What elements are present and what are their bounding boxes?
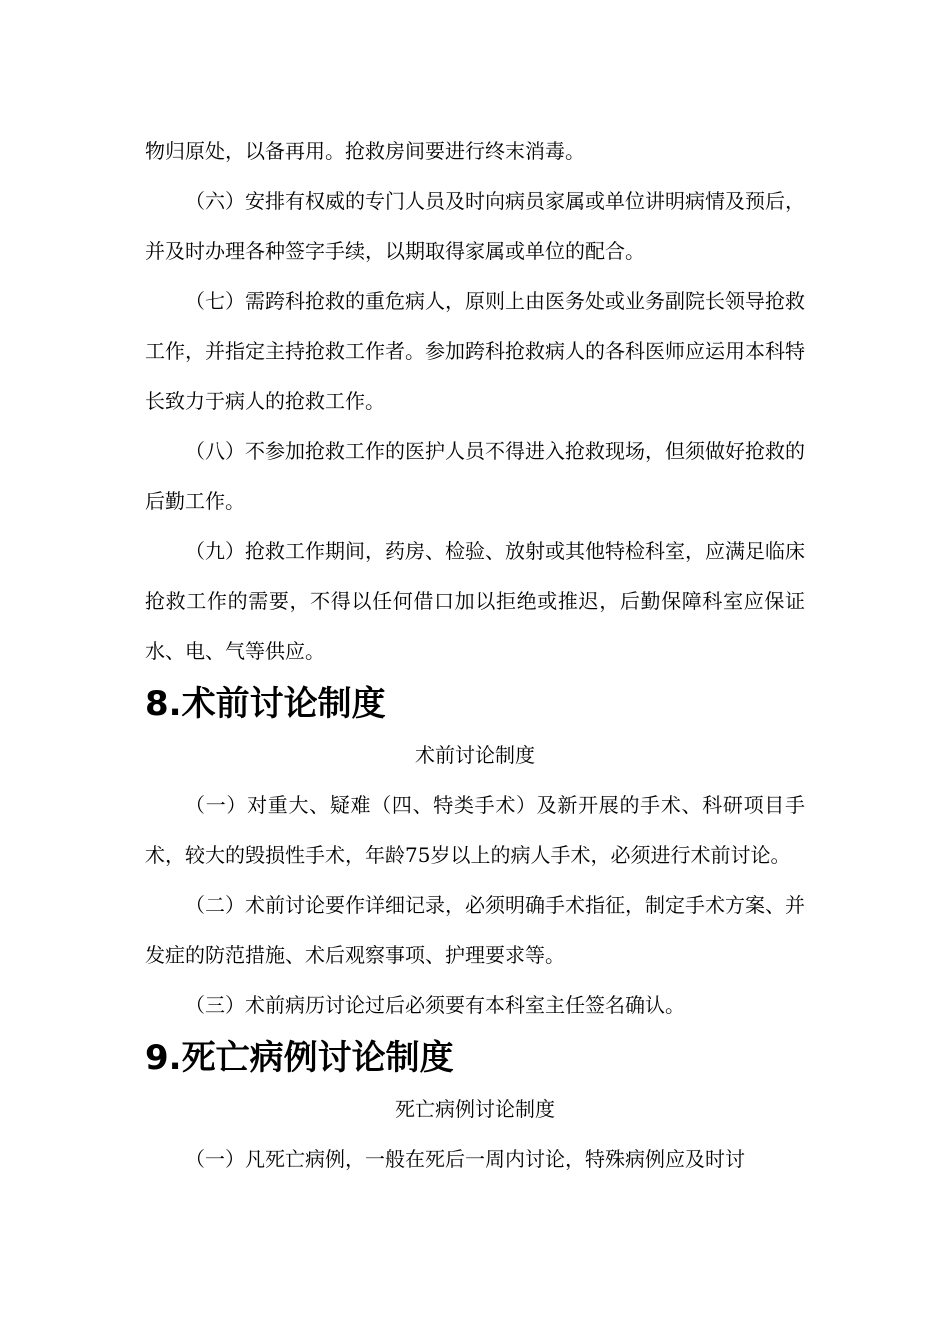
paragraph-item-6: （六）安排有权威的专门人员及时向病员家属或单位讲明病情及预后，并及时办理各种签字手续，以期取得家属或单位的配合。 — [145, 189, 805, 263]
section-8-heading: 8.术前讨论制度 — [145, 684, 386, 724]
section-8-paragraph-3: （三）术前病历讨论过后必须要有本科室主任签名确认。 — [185, 993, 685, 1017]
section-9-heading: 9.死亡病例讨论制度 — [145, 1038, 454, 1078]
section-8-paragraph-2: （二）术前讨论要作详细记录，必须明确手术指征，制定手术方案、并发症的防范措施、术后观察事项、护理要求等。 — [145, 893, 805, 967]
section-8-subtitle: 术前讨论制度 — [415, 743, 535, 767]
document-page — [145, 126, 805, 1184]
paragraph-item-9: （九）抢救工作期间，药房、检验、放射或其他特检科室，应满足临床抢救工作的需要，不得以任何借口加以拒绝或推迟，后勤保障科室应保证水、电、气等供应。 — [145, 539, 805, 663]
paragraph-item-7: （七）需跨科抢救的重危病人，原则上由医务处或业务副院长领导抢救工作，并指定主持抢救工作者。参加跨科抢救病人的各科医师应运用本科特长致力于病人的抢救工作。 — [145, 289, 805, 413]
section-8-paragraph-1: （一）对重大、疑难（四、特类手术）及新开展的手术、科研项目手术，较大的毁损性手术，年龄75岁以上的病人手术，必须进行术前讨论。 — [145, 793, 805, 867]
section-9-paragraph-1: （一）凡死亡病例，一般在死后一周内讨论，特殊病例应及时讨 — [185, 1147, 745, 1171]
section-9-subtitle: 死亡病例讨论制度 — [395, 1097, 555, 1121]
paragraph-continuation: 物归原处，以备再用。抢救房间要进行终末消毒。 — [145, 139, 585, 163]
paragraph-item-8: （八）不参加抢救工作的医护人员不得进入抢救现场，但须做好抢救的后勤工作。 — [145, 439, 805, 513]
